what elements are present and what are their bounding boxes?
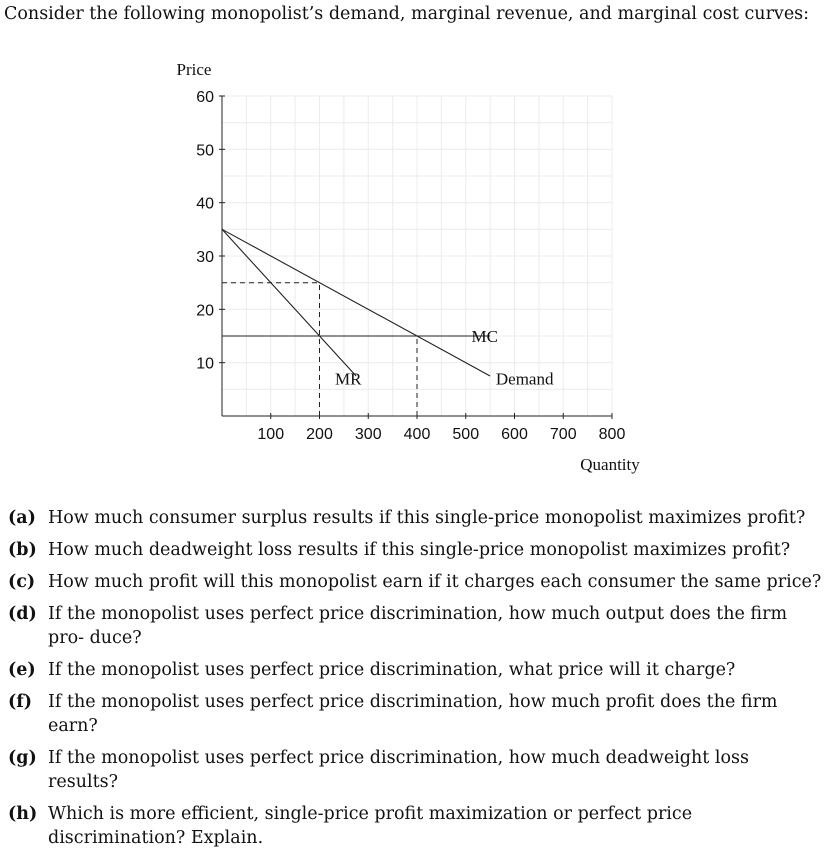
x-tick-label: 600: [501, 426, 528, 443]
question-item: [8, 746, 823, 794]
question-text: If the monopolist uses perfect price discrimination, what price will it charge?: [48, 660, 736, 680]
question-text: How much deadweight loss results if this single-price monopolist maximizes profit?: [48, 540, 791, 560]
question-item: [8, 538, 823, 562]
y-tick-label: 30: [196, 249, 214, 266]
y-tick-label: 10: [196, 355, 214, 373]
x-tick-label: 300: [354, 426, 382, 443]
y-tick-label: 20: [196, 302, 214, 320]
question-label: (d): [8, 604, 37, 624]
question-list: [8, 506, 823, 858]
mr-label: MR: [335, 369, 362, 389]
question-label: (b): [8, 540, 37, 560]
question-label: (f): [8, 692, 33, 712]
question-label: (e): [8, 660, 36, 680]
demand-line: [222, 229, 490, 376]
question-text: Which is more efficient, single-price profit maximization or perfect price discrimination? Explain.: [48, 804, 693, 848]
question-text: How much consumer surplus results if this single-price monopolist maximizes profit?: [48, 508, 806, 528]
series-lines: [222, 229, 490, 376]
ticks: [196, 89, 625, 443]
question-item: [8, 506, 823, 530]
question-text: How much profit will this monopolist earn if it charges each consumer the same price?: [48, 572, 822, 592]
x-tick-label: 800: [598, 426, 626, 443]
question-item: [8, 570, 823, 594]
intro-text: Consider the following monopolist’s demand, marginal revenue, and marginal cost curves:: [4, 4, 810, 24]
x-tick-label: 100: [257, 426, 285, 443]
x-tick-label: 500: [452, 426, 480, 443]
question-item: [8, 690, 823, 738]
demand-label: Demand: [495, 369, 554, 389]
question-item: [8, 602, 823, 650]
x-tick-label: 700: [549, 426, 577, 443]
y-tick-label: 50: [196, 142, 214, 160]
question-label: (c): [8, 572, 36, 592]
y-tick-label: 40: [196, 195, 214, 213]
y-axis-title: Price: [176, 60, 212, 79]
question-text: If the monopolist uses perfect price discrimination, how much output does the firm pro- duce?: [48, 604, 788, 648]
question-item: [8, 658, 823, 682]
question-label: (a): [8, 508, 36, 528]
question-label: (h): [8, 804, 38, 824]
question-text: If the monopolist uses perfect price discrimination, how much deadweight loss results?: [48, 748, 749, 792]
x-tick-label: 400: [403, 426, 431, 443]
question-text: If the monopolist uses perfect price discrimination, how much profit does the firm earn?: [48, 692, 778, 736]
mr-line: [222, 229, 356, 376]
x-axis-title: Quantity: [580, 455, 640, 474]
question-item: [8, 802, 823, 850]
mc-label: MC: [471, 327, 498, 346]
question-label: (g): [8, 748, 37, 768]
y-tick-label: 60: [196, 89, 214, 106]
x-tick-label: 200: [306, 426, 333, 443]
